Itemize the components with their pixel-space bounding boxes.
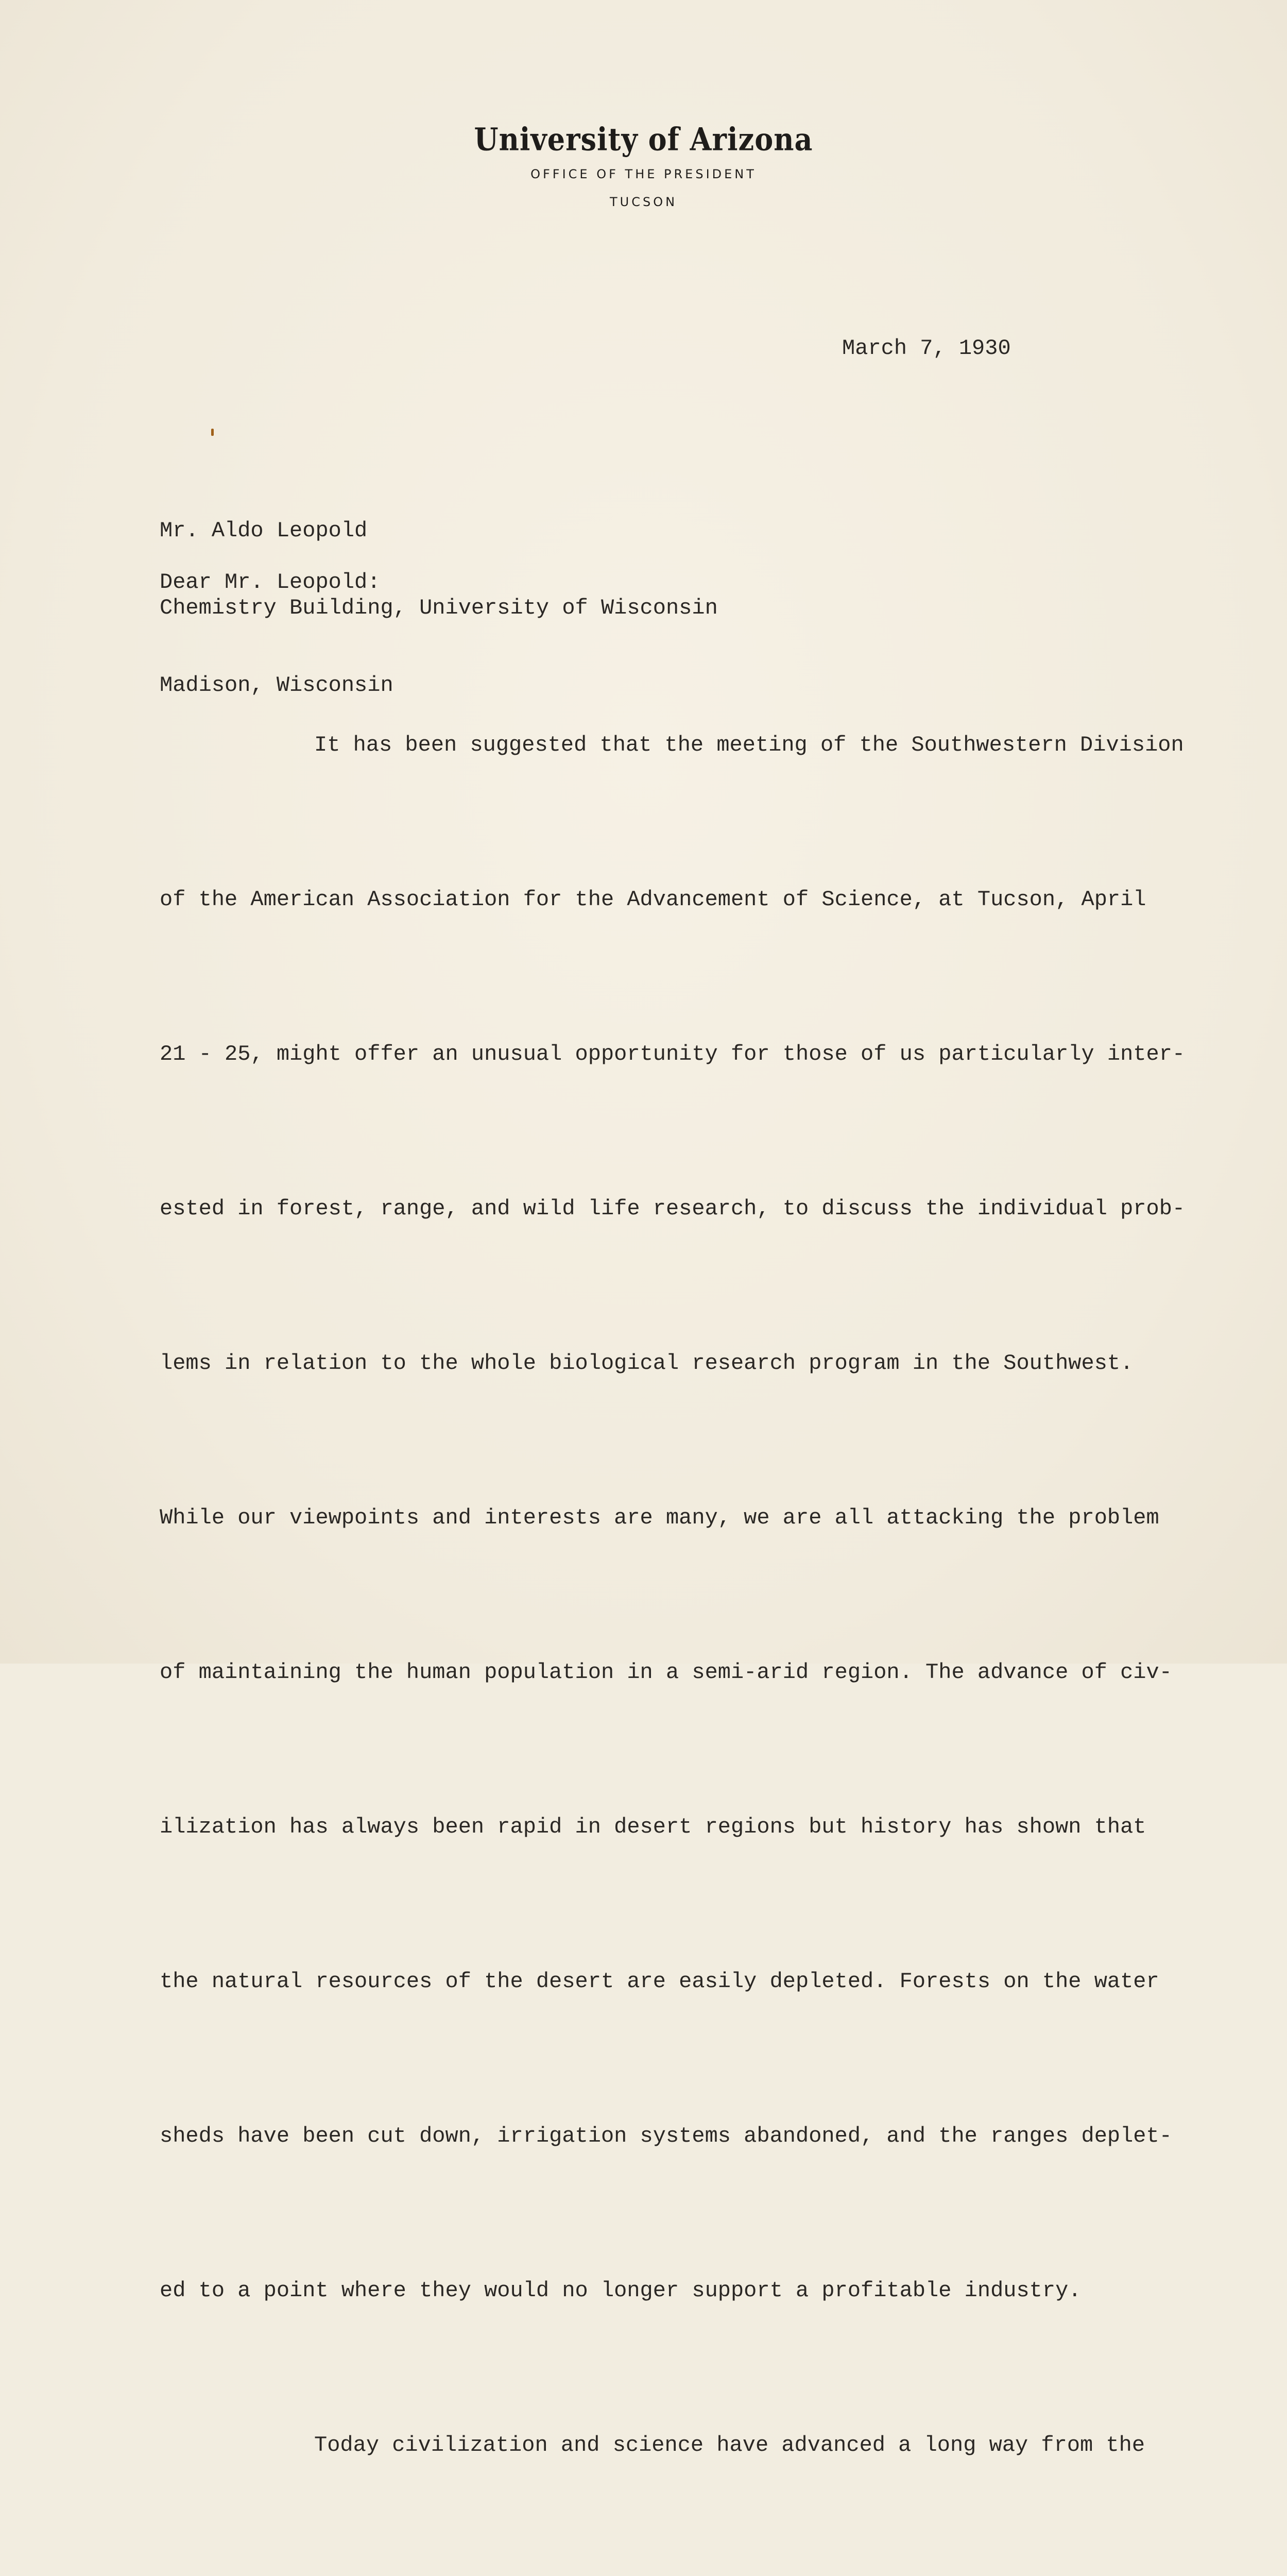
letter-date: March 7, 1930 [842,336,1011,361]
body-line: It has been suggested that the meeting of the Southwestern Division [314,733,1184,757]
body-line: 21 - 25, might offer an unusual opportunity for those of us particularly inter- [160,1042,1186,1066]
body-line: sheds have been cut down, irrigation systems abandoned, and the ranges deplet- [160,2124,1172,2148]
letterhead-office: OFFICE OF THE PRESIDENT [530,167,757,181]
body-line: the natural resources of the desert are easily depleted. Forests on the water [160,1969,1159,1994]
body-line: ilization has always been rapid in desert regions but history has shown that [160,1815,1146,1839]
letterhead-institution: University of Arizona [474,121,813,158]
body-line: While our viewpoints and interests are many, we are all attacking the problem [160,1505,1159,1530]
body-line [160,2574,1190,2576]
body-line: ested in forest, range, and wild life research, to discuss the individual prob- [160,1196,1186,1221]
letter-body [160,616,1190,2576]
body-line: of maintaining the human population in a semi-arid region. The advance of civ- [160,1660,1172,1685]
body-line: Today civilization and science have advanced a long way from the [314,2433,1145,2458]
body-line: ed to a point where they would no longer support a profitable industry. [160,2278,1082,2303]
letterhead [0,118,1287,212]
paper-speck [211,429,214,436]
recipient-line-3: Madison, Wisconsin [160,673,393,698]
recipient-name: Mr. Aldo Leopold [160,518,368,543]
body-line: of the American Association for the Advancement of Science, at Tucson, April [160,887,1146,912]
salutation: Dear Mr. Leopold: [160,570,381,595]
body-line: lems in relation to the whole biological research program in the Southwest. [160,1351,1134,1376]
recipient-line-2: Chemistry Building, University of Wisconsin [160,596,718,620]
letterhead-city: TUCSON [609,195,678,209]
